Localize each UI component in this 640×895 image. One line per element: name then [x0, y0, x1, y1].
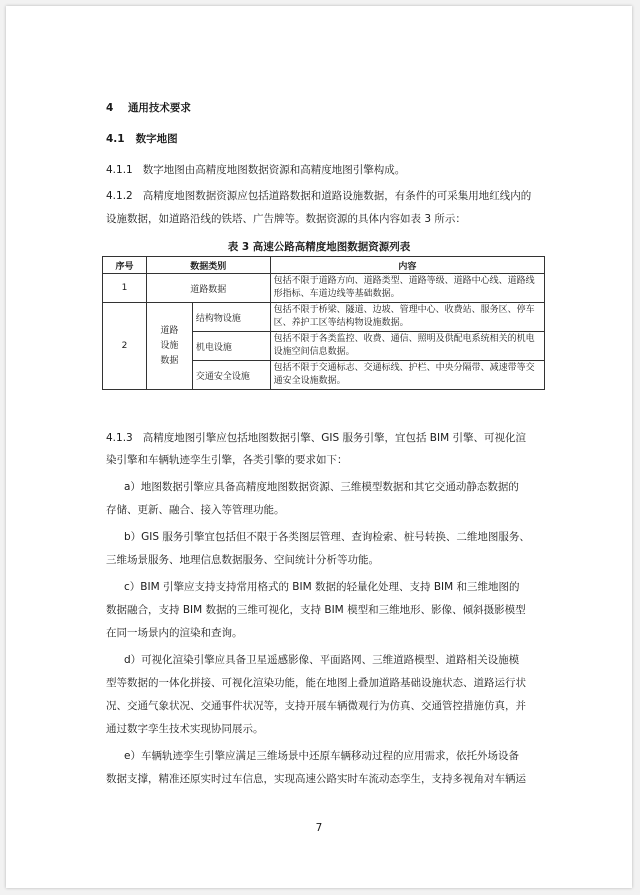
table-caption: 表 3 高速公路高精度地图数据资源列表: [227, 241, 411, 253]
cell-category: 道路数据: [146, 274, 270, 303]
paragraph-text: 数字地图由高精度地图数据资源和高精度地图引擎构成。: [142, 164, 406, 176]
section-4-1-heading: [106, 132, 178, 146]
paragraph-4-1-2-line-1: [106, 189, 531, 203]
item-e-line-1: e）车辆轨迹孪生引擎应满足三维场景中还原车辆移动过程的应用需求，依托外场设备: [124, 750, 519, 762]
paragraph-text: 高精度地图数据资源应包括道路数据和道路设施数据，有条件的可采集用地红线内的: [142, 190, 532, 202]
item-e-line-2: 数据支撑，精准还原实时过车信息，实现高速公路实时车流动态孪生，支持多视角对车辆运: [106, 773, 526, 785]
paragraph-4-1-3-line-2: 染引擎和车辆轨迹孪生引擎，各类引擎的要求如下：: [106, 454, 348, 466]
paragraph-number: 4.1.2: [106, 190, 133, 202]
cell-subcategory: 结构物设施: [192, 303, 270, 332]
paragraph-number: 4.1.3: [106, 432, 133, 444]
section-number: 4: [106, 102, 114, 114]
item-b-line-1: b）GIS 服务引擎宜包括但不限于各类图层管理、查询检索、桩号转换、二维地图服务、: [124, 531, 530, 543]
paragraph-4-1-1: [106, 163, 405, 177]
cell-subcategory: 交通安全设施: [192, 361, 270, 390]
document-page: [6, 6, 632, 888]
item-c-line-2: 数据融合，支持 BIM 数据的三维可视化，支持 BIM 模型和三维地形、影像、倾斜摄影模型: [106, 604, 526, 616]
paragraph-4-1-3-line-1: [106, 431, 526, 445]
header-category: 数据类别: [146, 257, 270, 274]
table-row: [103, 274, 545, 303]
page-number: 7: [315, 822, 323, 834]
item-a-line-1: a）地图数据引擎应具备高精度地图数据资源、三维模型数据和其它交通动静态数据的: [124, 481, 519, 493]
section-4-heading: [106, 101, 191, 115]
cell-content: 包括不限于各类监控、收费、通信、照明及供配电系统相关的机电设施空间信息数据。: [270, 332, 544, 361]
item-b-line-2: 三维场景服务、地理信息数据服务、空间统计分析等功能。: [106, 554, 379, 566]
item-d-line-4: 通过数字孪生技术实现协同展示。: [106, 723, 264, 735]
item-a-line-2: 存储、更新、融合、接入等管理功能。: [106, 504, 285, 516]
item-d-line-2: 型等数据的一体化拼接、可视化渲染功能，能在地图上叠加道路基础设施状态、道路运行状: [106, 677, 526, 689]
data-resource-table: [102, 256, 545, 390]
header-seq: 序号: [103, 257, 147, 274]
paragraph-number: 4.1.1: [106, 164, 133, 176]
item-d-line-1: d）可视化渲染引擎应具备卫星遥感影像、平面路网、三维道路模型、道路相关设施模: [124, 654, 520, 666]
table-header-row: [103, 257, 545, 274]
header-content: 内容: [270, 257, 544, 274]
section-title: 通用技术要求: [127, 102, 191, 114]
paragraph-text: 高精度地图引擎应包括地图数据引擎、GIS 服务引擎，宜包括 BIM 引擎、可视化渲: [142, 432, 527, 444]
cell-content: 包括不限于道路方向、道路类型、道路等级、道路中心线、道路线形指标、车道边线等基础数据。: [270, 274, 544, 303]
page-content: [6, 6, 632, 888]
item-c-line-3: 在同一场景内的渲染和查询。: [106, 627, 243, 639]
item-d-line-3: 况、交通气象状况、交通事件状况等，支持开展车辆微观行为仿真、交通管控措施仿真，并: [106, 700, 526, 712]
paragraph-4-1-2-line-2: 设施数据，如道路沿线的铁塔、广告牌等。数据资源的具体内容如表 3 所示：: [106, 213, 466, 225]
item-c-line-1: c）BIM 引擎应支持支持常用格式的 BIM 数据的轻量化处理、支持 BIM 和三维地图的: [124, 581, 520, 593]
cell-category: [146, 303, 192, 390]
cell-seq: 2: [103, 303, 147, 390]
cell-subcategory: 机电设施: [192, 332, 270, 361]
section-title: 数字地图: [135, 133, 178, 145]
cell-content: 包括不限于交通标志、交通标线、护栏、中央分隔带、减速带等交通安全设施数据。: [270, 361, 544, 390]
cell-content: 包括不限于桥梁、隧道、边坡、管理中心、收费站、服务区、停车区、养护工区等结构物设施数据。: [270, 303, 544, 332]
category-text: 道路设施数据: [160, 325, 179, 366]
table-row: [103, 303, 545, 332]
cell-seq: 1: [103, 274, 147, 303]
section-number: 4.1: [106, 133, 125, 145]
